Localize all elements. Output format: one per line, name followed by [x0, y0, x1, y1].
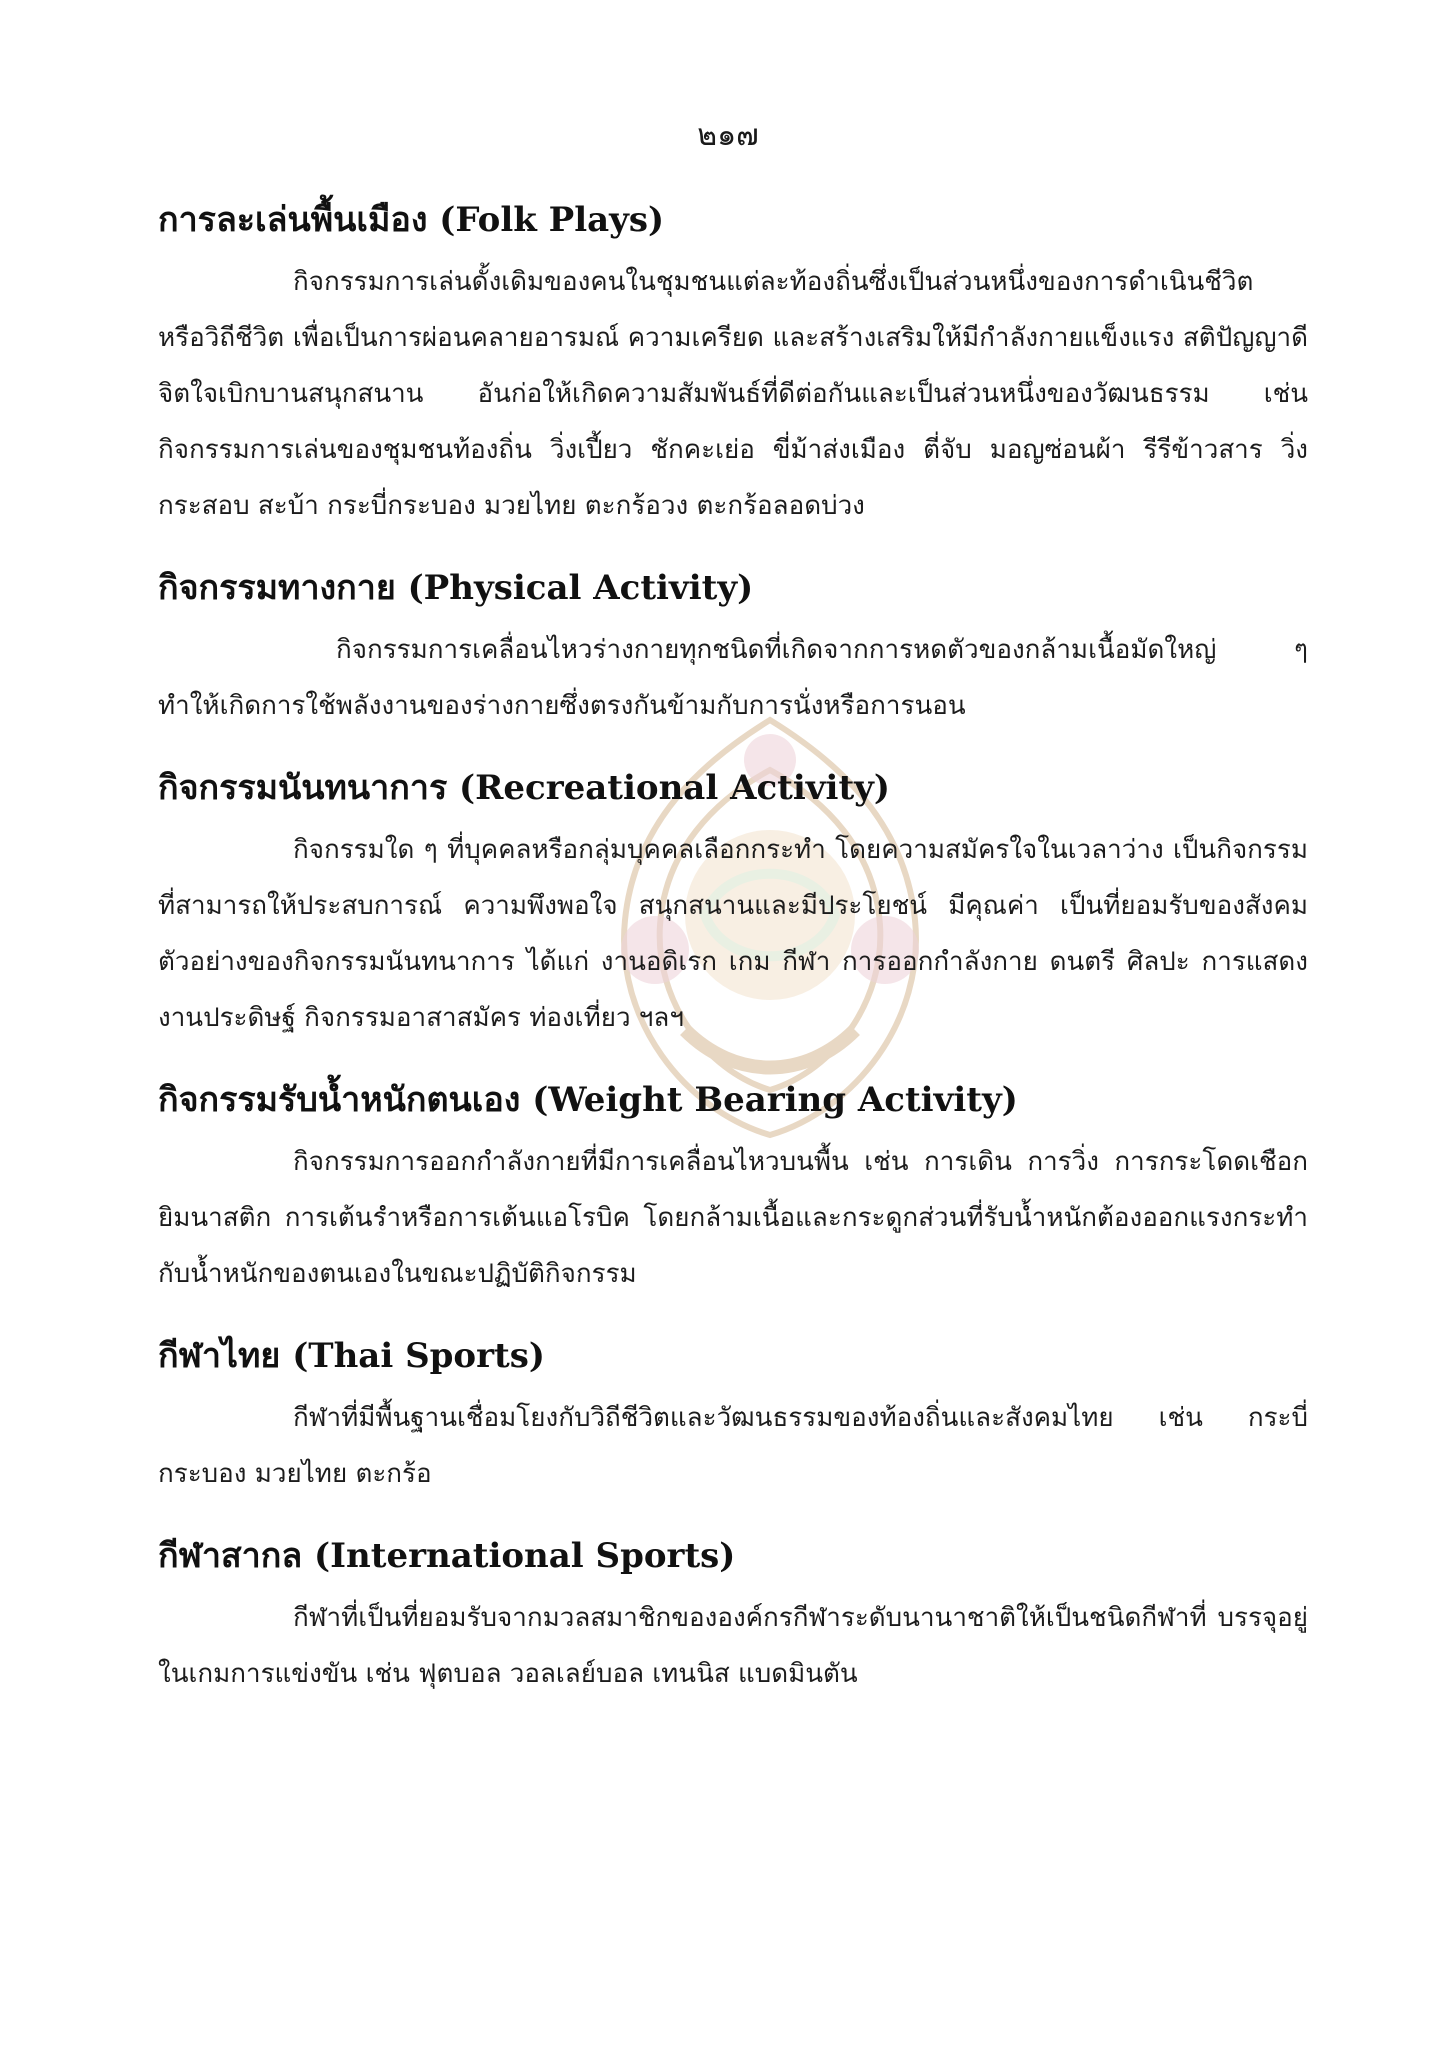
term-definition: กิจกรรมการเคลื่อนไหวร่างกายทุกชนิดที่เกิดจากการหดตัวของกล้ามเนื้อมัดใหญ่ ๆ ทำให้เกิดการใช้พลังงานของร่างกายซึ่งตรงกันข้ามกับการนั่งหรือการนอน — [158, 635, 1308, 721]
term-thai-sports — [158, 1326, 1308, 1502]
term-definition: กิจกรรมการเล่นดั้งเดิมของคนในชุมชนแต่ละท้องถิ่นซึ่งเป็นส่วนหนึ่งของการดำเนินชีวิต หรือวิถีชีวิต เพื่อเป็นการผ่อนคลายอารมณ์ ความเครียด และสร้างเสริมให้มีกำลังกายแข็งแรง สติปัญญาดี จิตใจเบิกบานสนุกสนาน อันก่อให้เกิดความสัมพันธ์ที่ดีต่อกันและเป็นส่วนหนึ่งของวัฒนธรรม เช่น กิจกรรมการเล่นของชุมชนท้องถิ่น วิ่งเปี้ยว ชักคะเย่อ ขี่ม้าส่งเมือง ตี่จับ มอญซ่อนผ้า รีรีข้าวสาร วิ่งกระสอบ สะบ้า กระบี่กระบอง มวยไทย ตะกร้อวง ตะกร้อลอดบ่วง — [158, 267, 1308, 521]
term-physical-activity — [158, 558, 1308, 734]
term-title: การละเล่นพื้นเมือง (Folk Plays) — [158, 200, 665, 240]
term-definition: กีฬาที่เป็นที่ยอมรับจากมวลสมาชิกขององค์กรกีฬาระดับนานาชาติให้เป็นชนิดกีฬาที่ บรรจุอยู่ในเกมการแข่งขัน เช่น ฟุตบอล วอลเลย์บอล เทนนิส แบดมินตัน — [158, 1603, 1308, 1689]
term-title: กิจกรรมนันทนาการ (Recreational Activity) — [158, 768, 891, 808]
term-title: กีฬาไทย (Thai Sports) — [158, 1336, 545, 1376]
term-definition: กีฬาที่มีพื้นฐานเชื่อมโยงกับวิถีชีวิตและวัฒนธรรมของท้องถิ่นและสังคมไทย เช่น กระบี่กระบอง มวยไทย ตะกร้อ — [158, 1403, 1308, 1489]
term-definition: กิจกรรมการออกกำลังกายที่มีการเคลื่อนไหวบนพื้น เช่น การเดิน การวิ่ง การกระโดดเชือก ยิมนาสติก การเต้นรำหรือการเต้นแอโรบิค โดยกล้ามเนื้อและกระดูกส่วนที่รับน้ำหนักต้องออกแรงกระทำกับน้ำหนักของตนเองในขณะปฏิบัติกิจกรรม — [158, 1147, 1308, 1289]
term-recreational-activity — [158, 758, 1308, 1046]
page-number: ๒๑๗ — [697, 118, 759, 153]
term-title: กิจกรรมทางกาย (Physical Activity) — [158, 568, 754, 608]
glossary-content — [158, 190, 1308, 1726]
term-folk-plays — [158, 190, 1308, 534]
term-international-sports — [158, 1526, 1308, 1702]
term-title: กีฬาสากล (International Sports) — [158, 1536, 736, 1576]
term-definition: กิจกรรมใด ๆ ที่บุคคลหรือกลุ่มบุคคลเลือกกระทำ โดยความสมัครใจในเวลาว่าง เป็นกิจกรรมที่สามารถให้ประสบการณ์ ความพึงพอใจ สนุกสนานและมีประโยชน์ มีคุณค่า เป็นที่ยอมรับของสังคม ตัวอย่างของกิจกรรมนันทนาการ ได้แก่ งานอดิเรก เกม กีฬา การออกกำลังกาย ดนตรี ศิลปะ การแสดง งานประดิษฐ์ กิจกรรมอาสาสมัคร ท่องเที่ยว ฯลฯ — [158, 835, 1308, 1033]
term-title: กิจกรรมรับน้ำหนักตนเอง (Weight Bearing Activity) — [158, 1080, 1018, 1120]
term-weight-bearing-activity — [158, 1070, 1308, 1302]
